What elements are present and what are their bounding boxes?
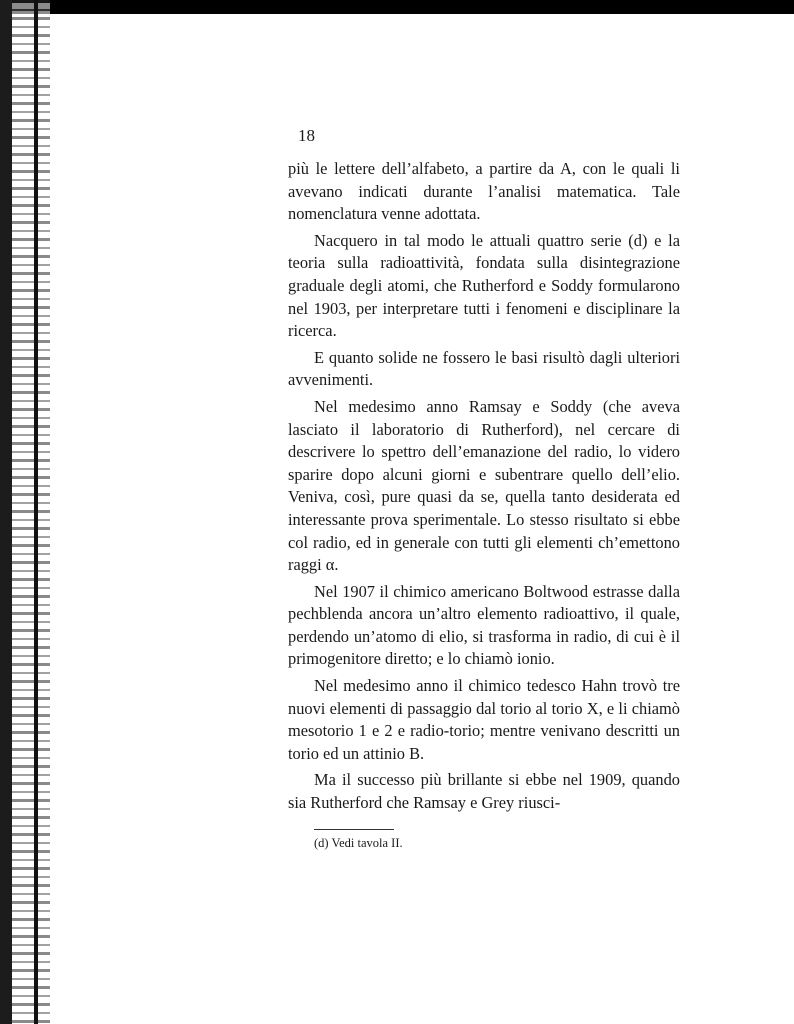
paragraph-5: Nel 1907 il chimico americano Boltwood estrasse dalla pechblenda ancora un’altro elemento radioattivo, il quale, perdendo un’atomo di elio, si trasforma in radio, di cui è il primogenitore diretto; e lo chiamò ionio. — [288, 581, 680, 669]
footnote-divider — [314, 829, 394, 830]
paragraph-3: E quanto solide ne fossero le basi risultò dagli ulteriori avvenimenti. — [288, 347, 680, 390]
book-gutter-line — [34, 0, 38, 1024]
paragraph-2: Nacquero in tal modo le attuali quattro serie (d) e la teoria sulla radioattività, fondata sulla disintegrazione graduale degli atomi, che Rutherford e Soddy formularono nel 1903, per interpretare tutti i fenomeni e disciplinare la ricerca. — [288, 230, 680, 341]
book-page — [288, 126, 680, 851]
paragraph-7: Ma il successo più brillante si ebbe nel 1909, quando sia Rutherford che Ramsay e Grey riusci- — [288, 770, 680, 813]
paragraph-4: Nel medesimo anno Ramsay e Soddy (che aveva lasciato il laboratorio di Rutherford), nel cercare di descrivere lo spettro dell’emanazione del radio, lo videro sparire dopo alcuni giorni e subentrare quello dell’elio. Veniva, così, pure quasi da se, quella tanto desiderata ed interessante prova sperimentale. Lo stesso risultato si ebbe col radio, ed in generale con tutti gli elementi ch’emettono raggi α. — [288, 396, 680, 575]
book-binding-edge — [0, 0, 12, 1024]
footnote: (d) Vedi tavola II. — [314, 835, 403, 850]
paragraph-1: più le lettere dell’alfabeto, a partire da A, con le quali li avevano indicati durante l’analisi matematica. Tale nomenclatura venne adottata. — [288, 159, 680, 224]
page-number: 18 — [298, 126, 315, 145]
paragraph-6: Nel medesimo anno il chimico tedesco Hahn trovò tre nuovi elementi di passaggio dal torio al torio X, e li chiamò mesotorio 1 e 2 e radio-torio; mentre venivano descritti un torio ed un attinio B. — [288, 676, 680, 763]
scan-top-border — [0, 0, 794, 14]
